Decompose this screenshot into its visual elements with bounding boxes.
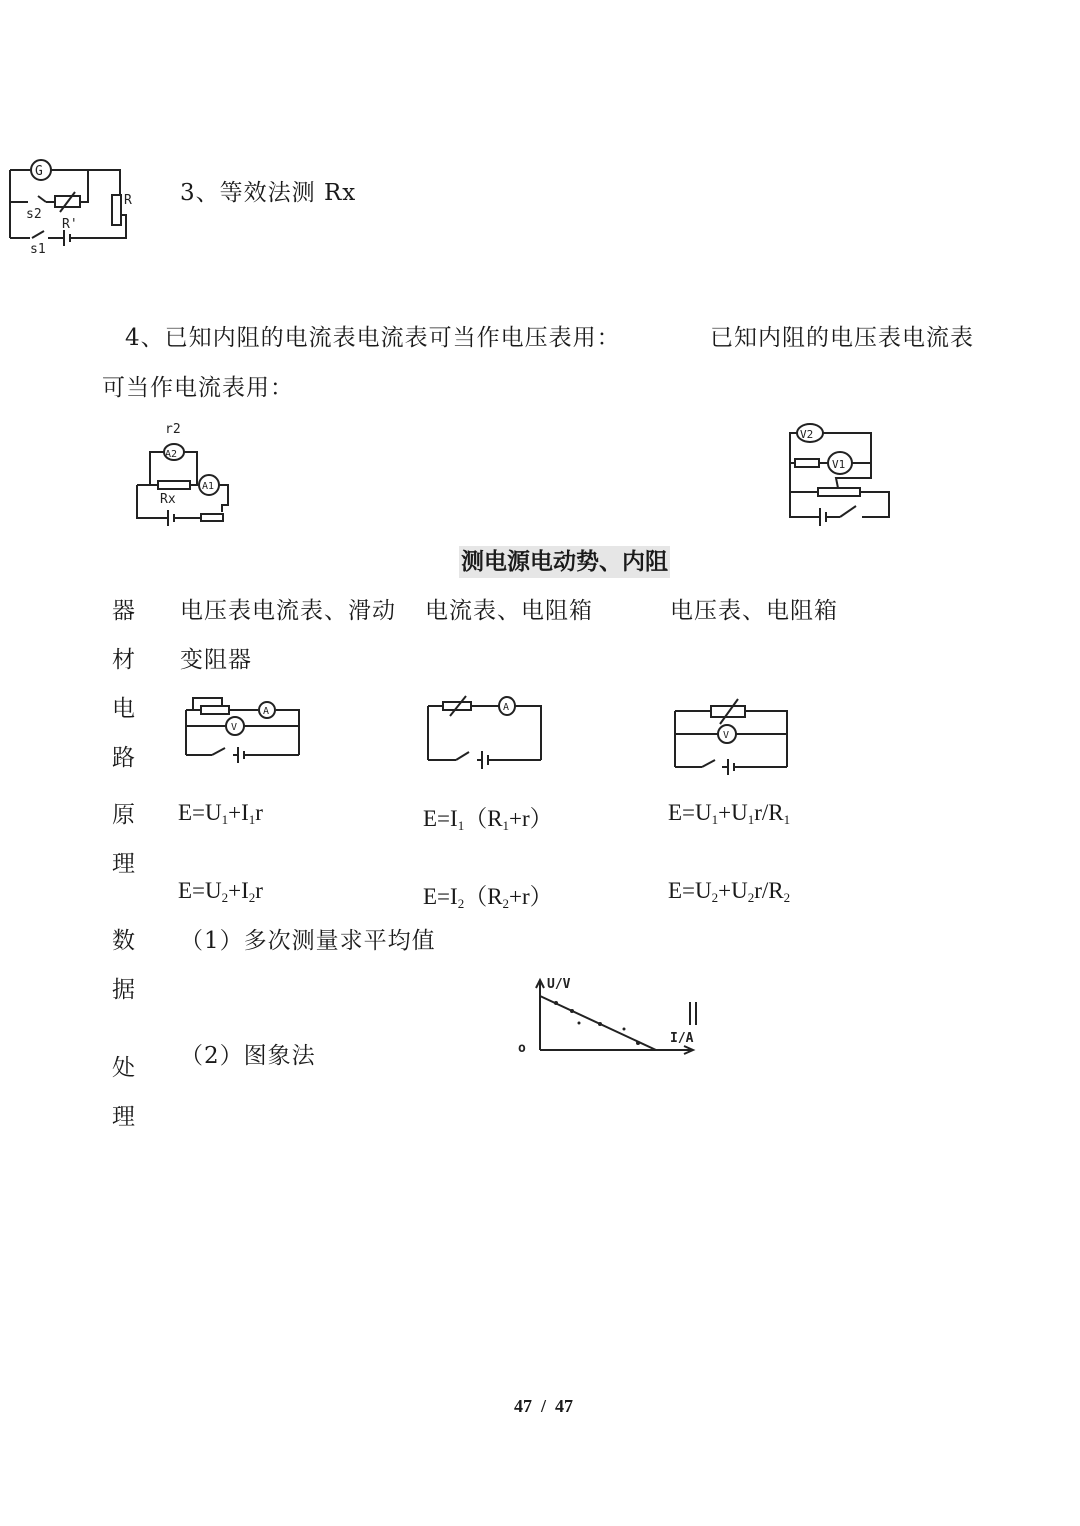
section4-line1-left: 4、已知内阻的电流表电流表可当作电压表用： — [125, 325, 621, 351]
section4-line1-right: 已知内阻的电压表电流表 — [710, 325, 974, 351]
emf-section-heading: 测电源电动势、内阻 — [459, 546, 670, 578]
origin-label: o — [518, 1041, 526, 1056]
section4-line2: 可当作电流表用： — [102, 375, 294, 401]
row-label-data-1: 数 — [112, 928, 135, 954]
a1-label: A1 — [202, 481, 215, 492]
row-label-principle-1: 原 — [112, 802, 135, 828]
row-label-equipment-1: 器 — [112, 598, 135, 624]
data-processing-item2: （2）图象法 — [180, 1043, 316, 1069]
y-axis-label: U/V — [547, 977, 571, 992]
s2-label: s2 — [26, 207, 42, 222]
voltmeter-label: V — [231, 722, 238, 733]
row-label-principle-2: 理 — [112, 851, 135, 877]
principle-col3-eq2: $E=U_2+U_2r/R_2$ — [668, 878, 791, 905]
row-label-data-2: 据 — [112, 977, 135, 1003]
principle-col1-eq2: $E=U_2+I_2r$ — [178, 878, 263, 905]
page-number: 47 / 47 — [514, 1396, 574, 1416]
row-label-equipment-2: 材 — [112, 647, 135, 673]
emf-circuit-ammeter-resistance-box — [425, 690, 550, 770]
principle-col2-eq1: $E=I_1(R_1+r)$ — [423, 806, 553, 833]
s1-label: s1 — [30, 242, 46, 257]
row-label-data-3: 处 — [112, 1055, 135, 1081]
equipment-col3: 电压表、电阻箱 — [670, 598, 838, 624]
data-processing-item1: （1）多次测量求平均值 — [180, 928, 436, 954]
a2-label: A2 — [165, 449, 178, 460]
principle-col1-eq1: $E=U_1+I_1r$ — [178, 800, 263, 827]
v2-label: V2 — [800, 428, 814, 441]
voltmeter-as-ammeter-circuit — [785, 418, 895, 533]
row-label-circuit-1: 电 — [112, 696, 135, 722]
r-prime-label: R' — [62, 217, 78, 232]
equipment-col2: 电流表、电阻箱 — [425, 598, 593, 624]
principle-col3-eq1: $E=U_1+U_1r/R_1$ — [668, 800, 791, 827]
u-i-graph — [510, 970, 710, 1060]
emf-circuit-voltmeter-resistance-box — [670, 690, 795, 775]
equipment-col1-line2: 变阻器 — [180, 647, 252, 673]
ammeter-as-voltmeter-circuit — [130, 418, 240, 528]
equipment-col1-line1: 电压表电流表、滑动 — [180, 598, 396, 624]
ammeter-label: A — [263, 706, 270, 717]
section3-title: 3、等效法测 Rx — [180, 180, 357, 206]
row-label-circuit-2: 路 — [112, 745, 135, 771]
x-axis-label: I/A — [670, 1031, 694, 1046]
emf-circuit-voltmeter-ammeter — [180, 690, 305, 770]
principle-col2-eq2: $E=I_2(R_2+r)$ — [423, 884, 553, 911]
voltmeter-label-3: V — [723, 730, 730, 741]
rx-label: Rx — [160, 492, 176, 507]
galvanometer-label: G — [35, 164, 43, 179]
r-label: R — [124, 193, 132, 208]
ammeter-label-2: A — [503, 702, 510, 713]
v1-label: V1 — [832, 458, 846, 471]
equivalent-method-circuit — [0, 150, 140, 260]
r2-label: r2 — [165, 422, 181, 437]
row-label-data-4: 理 — [112, 1104, 135, 1130]
